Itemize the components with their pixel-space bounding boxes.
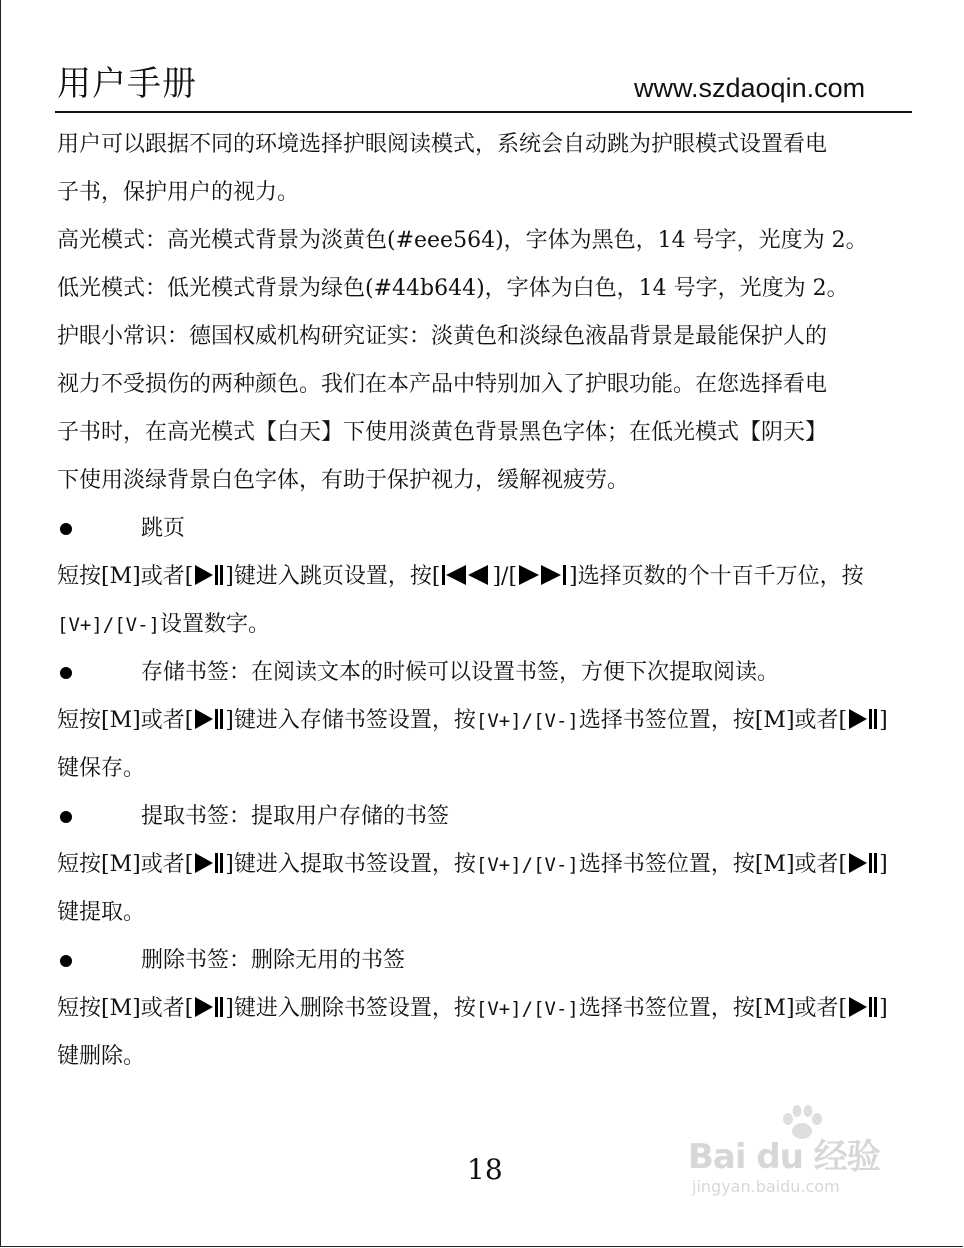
header-divider [55,111,912,113]
bullet-icon [60,955,72,967]
tip-line: 子书时，在高光模式【白天】下使用淡黄色背景黑色字体；在低光模式【阴天】 [57,420,828,445]
play-pause-icon [847,851,879,875]
baidu-watermark [688,1103,903,1203]
bullet-icon [60,667,72,679]
save-bookmark-heading: 存储书签：在阅读文本的时候可以设置书签，方便下次提取阅读。 [57,649,917,697]
bullet-icon [60,811,72,823]
header-url: www.szdaoqin.com [634,73,866,103]
play-pause-icon [193,707,225,731]
tip-line: 下使用淡绿背景白色字体，有助于保护视力，缓解视疲劳。 [57,468,630,493]
paragraph-line: 用户可以跟据不同的环境选择护眼阅读模式，系统会自动跳为护眼模式设置看电 [57,132,828,157]
header-title: 用户手册 [57,64,197,104]
page-number: 18 [467,1153,503,1186]
play-pause-icon [193,563,225,587]
jump-page-instruction-cont: [V+]/[V-]设置数字。 [57,612,270,637]
play-pause-icon [193,851,225,875]
fetch-bookmark-heading: 提取书签：提取用户存储的书签 [57,793,917,841]
save-bookmark-instruction-cont: 键保存。 [57,756,146,781]
save-bookmark-instruction: 短按[M]或者[ ]键进入存储书签设置，按[V+]/[V-]选择书签位置，按[M]或者[ ] [57,708,888,733]
play-pause-icon [847,995,879,1019]
high-light-mode-line: 高光模式：高光模式背景为淡黄色(#eee564)，字体为黑色，14 号字，光度为 2。 [57,228,868,253]
paragraph-line: 子书，保护用户的视力。 [57,180,300,205]
low-light-mode-line: 低光模式：低光模式背景为绿色(#44b644)，字体为白色，14 号字，光度为 2。 [57,276,849,301]
jump-page-instruction: 短按[M]或者[ ]键进入跳页设置，按[ ]/[ ]选择页数的个十百千万位，按 [57,564,864,589]
watermark-url: jingyan.baidu.com [692,1177,840,1196]
play-pause-icon [847,707,879,731]
manual-body [57,121,917,1081]
fetch-bookmark-instruction: 短按[M]或者[ ]键进入提取书签设置，按[V+]/[V-]选择书签位置，按[M]或者[ ] [57,852,888,877]
fetch-bookmark-instruction-cont: 键提取。 [57,900,146,925]
next-icon [517,563,569,587]
delete-bookmark-heading: 删除书签：删除无用的书签 [57,937,917,985]
jump-page-heading: 跳页 [57,505,917,553]
previous-icon [440,563,492,587]
tip-line: 视力不受损伤的两种颜色。我们在本产品中特别加入了护眼功能。在您选择看电 [57,372,828,397]
tip-line: 护眼小常识：德国权威机构研究证实：淡黄色和淡绿色液晶背景是最能保护人的 [57,324,828,349]
delete-bookmark-instruction-cont: 键删除。 [57,1044,146,1069]
delete-bookmark-instruction: 短按[M]或者[ ]键进入删除书签设置，按[V+]/[V-]选择书签位置，按[M]或者[ ] [57,996,888,1021]
bullet-icon [60,523,72,535]
play-pause-icon [193,995,225,1019]
watermark-text: Bai du 经验 [688,1137,880,1177]
